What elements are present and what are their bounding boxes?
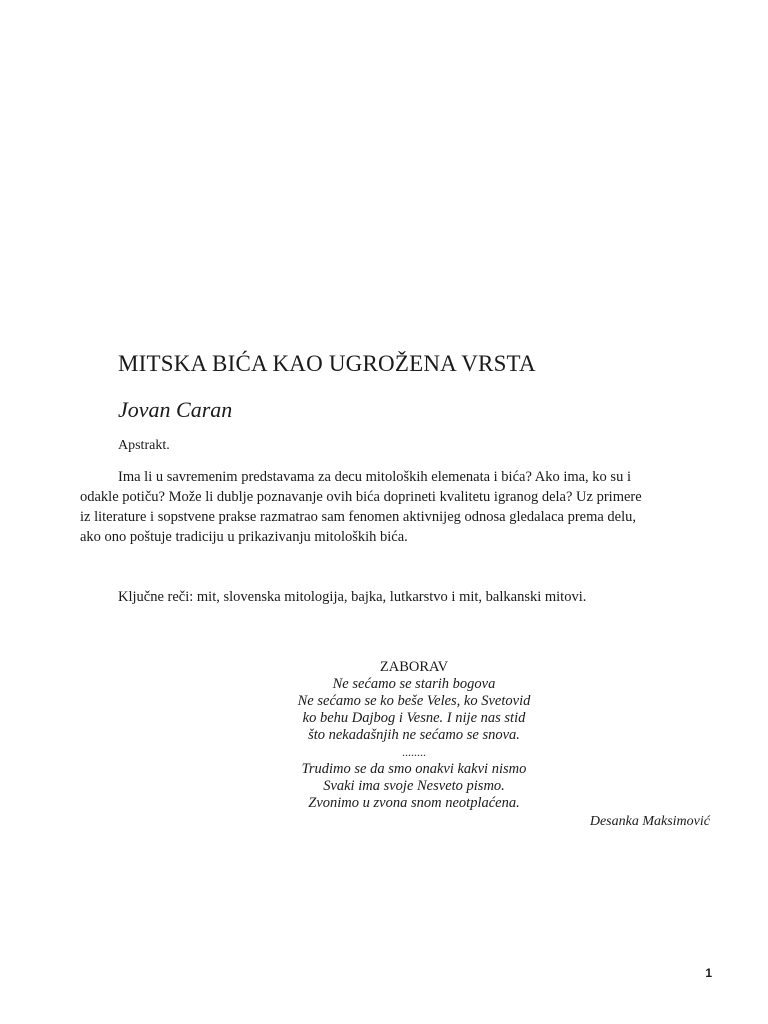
abstract-line: ako ono poštuje tradiciju u prikazivanju mitoloških bića. (80, 529, 408, 545)
abstract-paragraph (80, 467, 705, 547)
poem-line: Ne sećamo se starih bogova (332, 676, 496, 692)
poem-author: Desanka Maksimović (589, 814, 710, 829)
poem-heading: ZABORAV (379, 659, 449, 675)
poem-line: Ne sećamo se ko beše Veles, ko Svetovid (297, 693, 531, 709)
abstract-line: iz literature i sopstvene prakse razmatrao sam fenomen aktivnijeg odnosa gledalaca prema delu, (80, 509, 637, 525)
poem-line: ko behu Dajbog i Vesne. I nije nas stid (302, 710, 526, 726)
page-number: 1 (705, 966, 712, 980)
epigraph-poem (200, 659, 628, 812)
poem-line: Zvonimo u zvona snom neotplaćena. (308, 795, 520, 811)
abstract-label: Apstrakt. (118, 438, 170, 453)
poem-ellipsis: ........ (402, 745, 426, 759)
poem-line: Trudimo se da smo onakvi kakvi nismo (301, 761, 527, 777)
abstract-line: odakle potiču? Može li dublje poznavanje ovih bića doprineti kvalitetu igranog dela? Uz primere (80, 489, 642, 505)
poem-line: što nekadašnjih ne sećamo se snova. (308, 727, 520, 743)
author-name: Jovan Caran (118, 397, 233, 422)
keywords: Ključne reči: mit, slovenska mitologija, bajka, lutkarstvo i mit, balkanski mitovi. (118, 589, 587, 605)
paper-title: MITSKA BIĆA KAO UGROŽENA VRSTA (118, 351, 536, 376)
poem-line: Svaki ima svoje Nesveto pismo. (323, 778, 505, 794)
abstract-line: Ima li u savremenim predstavama za decu mitoloških elemenata i bića? Ako ima, ko su i (118, 469, 631, 485)
